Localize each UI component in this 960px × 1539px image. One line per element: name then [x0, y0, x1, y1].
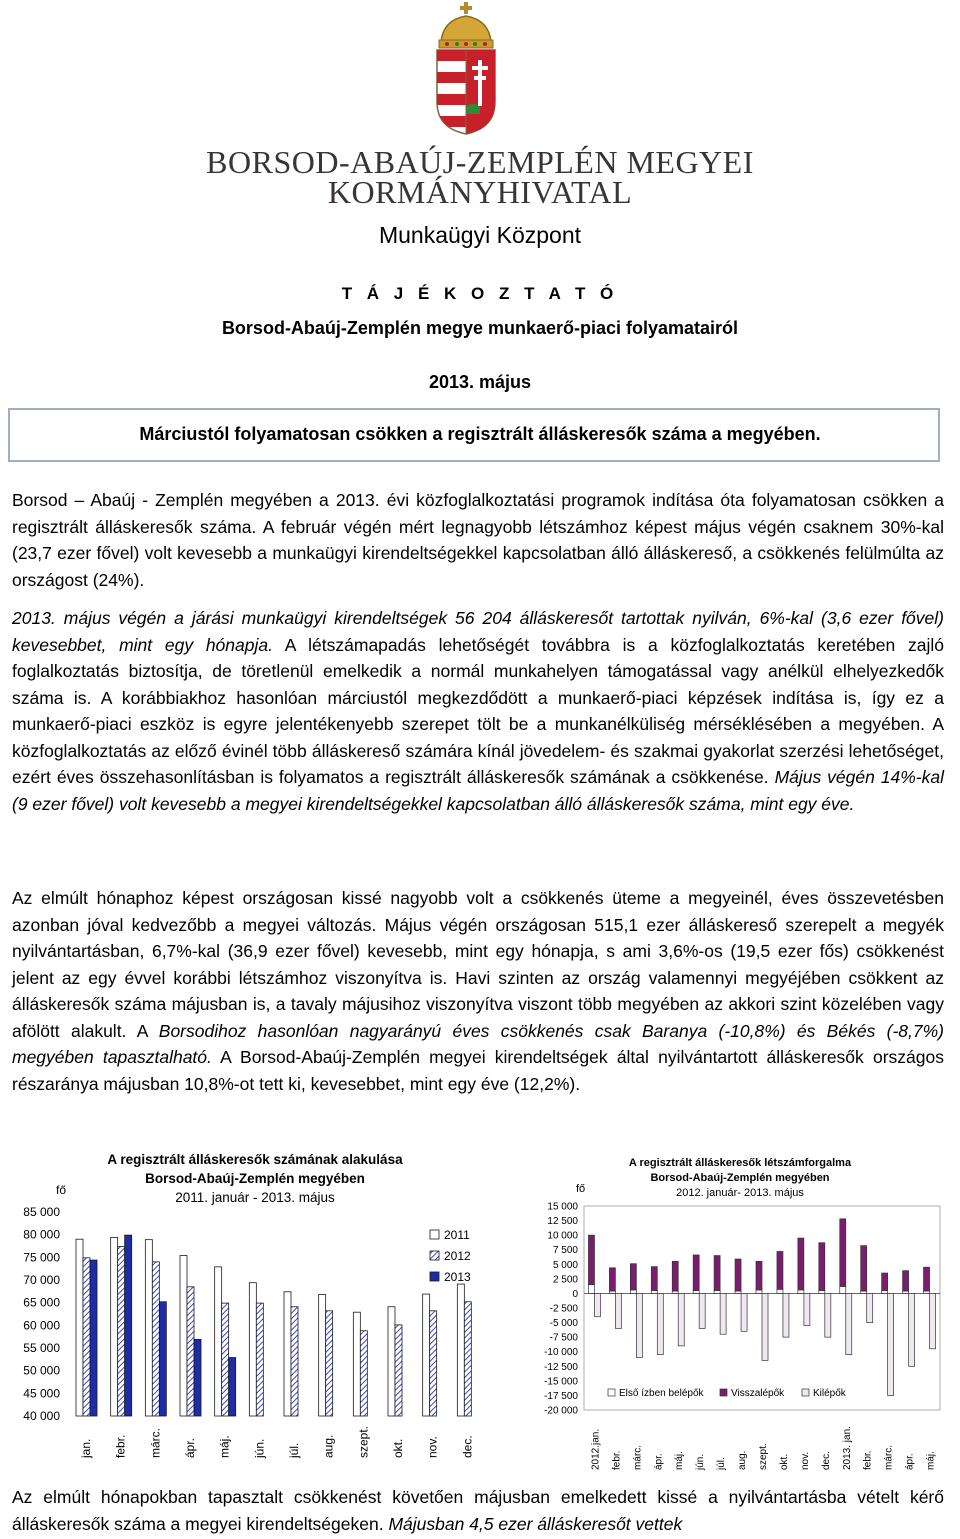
bar-2013-jan. — [90, 1260, 97, 1416]
bar-visszalepok-máj. — [672, 1261, 678, 1291]
bar-2012-máj. — [222, 1303, 229, 1416]
document-date: 2013. május — [428, 372, 532, 392]
legend-swatch-2012 — [430, 1251, 439, 1260]
bar-kilepok-ápr. — [909, 1293, 915, 1366]
document-type: T Á J É K O Z T A T Ó — [341, 284, 619, 303]
bar-kilepok-2012.jan. — [594, 1293, 600, 1316]
bar-kilepok-nov. — [804, 1293, 810, 1325]
y-tick-label: 50 000 — [23, 1363, 60, 1378]
x-tick-label: júl. — [716, 1457, 728, 1470]
chart2-subtitle: Borsod-Abaúj-Zemplén megyében — [650, 1172, 830, 1184]
bar-kilepok-máj. — [930, 1293, 936, 1348]
bar-2012-dec. — [464, 1302, 471, 1416]
chart1-title: A regisztrált álláskeresők számának alakulása — [107, 1152, 403, 1167]
y-tick-label: 60 000 — [23, 1318, 60, 1333]
headline: Márciustól folyamatosan csökken a regisztrált álláskeresők száma a megyében. — [139, 424, 821, 444]
bar-2012-nov. — [430, 1311, 437, 1416]
paragraph-3-text: Az elmúlt hónaphoz képest országosan kissé nagyobb volt a csökkenés üteme a megyeinél, éves összevetésben azonban jóval kedvezőbb a megyei változás. Május végén országosan 515,1 ezer álláskereső szerepelt a megyék nyilvántartásban, 6,7%-kal (36,9 ezer fővel) kevesebb, mint egy hónapja, s ami 3,6%-os (19,5 ezer fős) csökkenést jelent az egy évvel korábbi létszámhoz viszonyítva is. Havi szinten az ország valamennyi megyéjében csökkent az álláskeresők száma májusban is, a tavaly májusihoz viszonyítva viszont több megyében az akkori szint közelében vagy afölött alakult. A — [12, 888, 944, 1041]
paragraph-1: Borsod – Abaúj - Zemplén megyében a 2013. évi közfoglalkoztatási programok indítása óta folyamatosan csökken a regisztrált álláskeresők száma. A február végén mért legnagyobb létszámhoz képest május végén csaknem 30%-kal (23,7 ezer fővel) volt kevesebb a munkaügyi kirendeltségekkel kapcsolatban álló álláskereső, a csökkenés felülmúlta az országost (24%). — [12, 490, 944, 590]
bar-kilepok-márc. — [888, 1293, 894, 1395]
bar-2011-szept. — [353, 1312, 360, 1416]
x-tick-label: márc. — [632, 1445, 644, 1470]
bar-2012-jún. — [256, 1303, 263, 1416]
bar-visszalepok-okt. — [777, 1251, 783, 1289]
bar-visszalepok-máj. — [924, 1267, 930, 1291]
x-tick-label: dec. — [460, 1435, 475, 1458]
bar-2012-ápr. — [187, 1287, 194, 1416]
y-tick-label: 15 000 — [547, 1201, 578, 1213]
x-tick-label: ápr. — [183, 1437, 197, 1458]
x-tick-label: máj. — [217, 1435, 232, 1458]
chart2-title: A regisztrált álláskeresők létszámforgalma — [628, 1157, 852, 1169]
x-tick-label: ápr. — [653, 1453, 665, 1470]
bar-kilepok-máj. — [678, 1293, 684, 1345]
x-tick-label: júl. — [287, 1442, 301, 1458]
legend-label-2013: 2013 — [444, 1270, 471, 1284]
hungarian-coat-of-arms-logo — [433, 2, 499, 136]
y-tick-label: -12 500 — [544, 1361, 578, 1373]
bar-2011-márc. — [145, 1240, 152, 1416]
y-tick-label: -17 500 — [544, 1390, 578, 1402]
x-tick-label: márc. — [883, 1445, 895, 1470]
paragraph-4-text: Az elmúlt hónapokban tapasztalt csökkenést követően májusban emelkedett kissé a nyilvántartásba vételt kérő álláskeresők száma a megyei kirendeltségeken. — [12, 1487, 944, 1534]
bar-belepok-2013. jan. — [840, 1286, 846, 1293]
legend-label-2012: 2012 — [444, 1249, 471, 1263]
x-tick-label: jan. — [79, 1438, 93, 1458]
paragraph-4-italic: Májusban 4,5 ezer álláskeresőt vettek — [388, 1513, 683, 1534]
bar-kilepok-júl. — [720, 1293, 726, 1334]
bar-kilepok-dec. — [825, 1293, 831, 1337]
bar-belepok-szept. — [756, 1290, 762, 1293]
bar-visszalepok-ápr. — [651, 1267, 657, 1291]
bar-2012-okt. — [395, 1325, 402, 1416]
document-subject: Borsod-Abaúj-Zemplén megye munkaerő-piaci folyamatairól — [221, 318, 739, 338]
department-name: Munkaügyi Központ — [378, 222, 581, 248]
bar-2011-júl. — [284, 1292, 291, 1416]
bar-visszalepok-júl. — [714, 1256, 720, 1291]
paragraph-3-text-end: A Borsod-Abaúj-Zemplén megyei kirendeltségek által nyilvántartott álláskeresők országos részaránya májusban 10,8%-ot tett ki, kevesebbet, mint egy éve (12,2%). — [12, 1047, 944, 1094]
x-tick-label: okt. — [778, 1453, 790, 1470]
legend-label-Kilépők: Kilépők — [813, 1388, 846, 1399]
bar-2012-márc. — [152, 1262, 159, 1416]
x-tick-label: okt. — [391, 1438, 405, 1458]
x-tick-label: febr. — [113, 1434, 128, 1458]
bar-kilepok-febr. — [867, 1293, 873, 1322]
legend-swatch-Visszalépők — [720, 1389, 727, 1396]
y-tick-label: -7 500 — [549, 1332, 578, 1344]
y-tick-label: 0 — [572, 1288, 578, 1300]
paragraph-2-italic: 2013. május végén a járási munkaügyi kirendeltségek 56 204 álláskeresőt tartottak nyilván, 6%-kal (3,6 ezer fővel) kevesebbet, mint egy hónapja. — [12, 608, 944, 655]
bar-2011-nov. — [423, 1294, 430, 1416]
bar-kilepok-jún. — [699, 1293, 705, 1328]
bar-visszalepok-szept. — [756, 1261, 762, 1290]
chart1-period: 2011. január - 2013. május — [175, 1190, 335, 1205]
bar-kilepok-ápr. — [657, 1293, 663, 1354]
holy-crown-icon — [439, 2, 493, 48]
bar-visszalepok-márc. — [882, 1273, 888, 1290]
x-tick-label: dec. — [820, 1451, 832, 1470]
paragraph-4 — [12, 1484, 944, 1537]
legend-label-2011: 2011 — [444, 1228, 470, 1242]
x-tick-label: máj. — [925, 1451, 937, 1470]
y-tick-label: 55 000 — [23, 1341, 60, 1355]
y-tick-label: -10 000 — [544, 1347, 578, 1359]
paragraph-2 — [12, 605, 944, 817]
bar-visszalepok-febr. — [861, 1246, 867, 1291]
y-tick-label: -20 000 — [544, 1405, 578, 1417]
bar-kilepok-márc. — [636, 1293, 642, 1357]
bar-belepok-júl. — [714, 1291, 720, 1294]
bar-2013-febr. — [125, 1235, 132, 1416]
paragraph-2-italic-end: Május végén 14%-kal (9 ezer fővel) volt kevesebb a megyei kirendeltségekkel kapcsolatban álló álláskeresők száma, mint egy éve. — [12, 767, 945, 814]
y-tick-label: -15 000 — [544, 1376, 578, 1388]
bar-2013-márc. — [159, 1302, 166, 1416]
bar-2012-febr. — [118, 1246, 125, 1416]
x-tick-label: márc. — [148, 1428, 163, 1458]
y-tick-label: 40 000 — [23, 1409, 60, 1423]
y-tick-label: 65 000 — [23, 1295, 60, 1310]
chart1-ylabel: fő — [56, 1183, 67, 1197]
bar-2012-aug. — [326, 1311, 333, 1416]
bar-belepok-márc. — [882, 1291, 888, 1294]
bar-belepok-okt. — [777, 1289, 783, 1293]
bar-2012-szept. — [360, 1331, 367, 1416]
bar-kilepok-okt. — [783, 1293, 789, 1337]
x-tick-label: szept. — [356, 1425, 371, 1458]
y-tick-label: -5 000 — [549, 1318, 578, 1330]
legend-swatch-Kilépők — [802, 1389, 809, 1396]
x-tick-label: aug. — [321, 1434, 336, 1458]
x-tick-label: jún. — [252, 1438, 267, 1458]
organization-name-line2: KORMÁNYHIVATAL — [327, 174, 633, 210]
shield-icon — [437, 50, 495, 134]
bar-2013-máj. — [229, 1358, 236, 1416]
x-tick-label: szept. — [758, 1443, 769, 1470]
x-tick-label: ápr. — [904, 1453, 916, 1470]
bar-belepok-dec. — [819, 1291, 825, 1294]
legend-label-Első ízben belépők: Első ízben belépők — [619, 1388, 704, 1399]
legend-swatch-Első ízben belépők — [608, 1389, 615, 1396]
bar-belepok-nov. — [798, 1290, 804, 1293]
bar-visszalepok-aug. — [735, 1259, 741, 1291]
y-tick-label: 2 500 — [552, 1274, 578, 1286]
bar-visszalepok-nov. — [798, 1238, 804, 1290]
organization-name: BORSOD-ABAÚJ-ZEMPLÉN MEGYEI — [206, 144, 754, 180]
bar-kilepok-febr. — [615, 1293, 621, 1328]
legend-swatch-2013 — [430, 1272, 439, 1281]
bar-2012-júl. — [291, 1307, 298, 1416]
bar-belepok-ápr. — [651, 1291, 657, 1294]
chart2-ylabel: fő — [576, 1183, 586, 1195]
paragraph-2-text: A létszámapadás lehetőségét továbbra is a közfoglalkoztatás keretében zajló foglalkoztatás biztosítja, de töretlenül emelkedik a normál munkahelyen támogatással vagy anélkül elhelyezkedők száma is. A korábbiakhoz hasonlóan márciustól megkezdődött a munkaerő-piaci képzések indítása is, így ez a munkaerő-piaci eszköz is egyre jelentékenyebb szerepet tölt be a munkanélküliség mérséklésében a megyében. A közfoglalkoztatás az előző évinél több álláskereső számára kínál jövedelem- és szakmai gyakorlat szerzési lehetőséget, ezért éves összehasonlításban is folyamatos a regisztrált álláskeresők számának a csökkenése. — [12, 634, 944, 787]
jobseekers-trend-chart — [0, 1140, 500, 1480]
bar-2011-máj. — [215, 1267, 222, 1416]
x-tick-label: nov. — [425, 1436, 440, 1458]
bar-2011-aug. — [319, 1295, 326, 1416]
bar-2012-jan. — [83, 1258, 90, 1416]
y-tick-label: 5 000 — [552, 1259, 578, 1271]
y-tick-label: 12 500 — [547, 1216, 578, 1228]
bar-visszalepok-márc. — [630, 1264, 636, 1290]
bar-kilepok-2013. jan. — [846, 1293, 852, 1354]
x-tick-label: nov. — [799, 1451, 811, 1470]
bar-kilepok-szept. — [762, 1293, 768, 1360]
bar-2011-ápr. — [180, 1256, 187, 1416]
jobseekers-flow-chart — [520, 1140, 960, 1480]
y-tick-label: 10 000 — [547, 1230, 578, 1242]
x-tick-label: 2012.jan. — [590, 1428, 602, 1470]
bar-belepok-jún. — [693, 1291, 699, 1294]
y-tick-label: 80 000 — [23, 1227, 60, 1242]
bar-visszalepok-jún. — [693, 1255, 699, 1291]
bar-visszalepok-ápr. — [903, 1271, 909, 1291]
y-tick-label: -2 500 — [549, 1303, 578, 1315]
bar-belepok-2012.jan. — [588, 1285, 594, 1294]
bar-visszalepok-dec. — [819, 1243, 825, 1291]
bar-2011-dec. — [457, 1284, 464, 1416]
y-tick-label: 75 000 — [23, 1250, 60, 1265]
bar-visszalepok-febr. — [609, 1268, 615, 1291]
paragraph-3 — [12, 885, 944, 1097]
x-tick-label: febr. — [862, 1450, 874, 1470]
bar-2013-ápr. — [194, 1339, 201, 1416]
bar-visszalepok-2013. jan. — [840, 1219, 846, 1287]
bar-2011-okt. — [388, 1307, 395, 1416]
bar-2011-jún. — [249, 1283, 256, 1416]
y-tick-label: 7 500 — [552, 1245, 578, 1257]
legend-swatch-2011 — [430, 1230, 439, 1239]
x-tick-label: jún. — [695, 1453, 707, 1470]
bar-2011-febr. — [111, 1237, 118, 1416]
x-tick-label: máj. — [674, 1451, 686, 1470]
y-tick-label: 70 000 — [23, 1273, 60, 1287]
chart1-subtitle: Borsod-Abaúj-Zemplén megyében — [145, 1171, 365, 1186]
bar-2011-jan. — [76, 1239, 83, 1416]
x-tick-label: aug. — [737, 1450, 749, 1470]
bar-visszalepok-2012.jan. — [588, 1235, 594, 1285]
x-tick-label: febr. — [611, 1450, 623, 1470]
y-tick-label: 45 000 — [23, 1386, 60, 1401]
chart2-period: 2012. január- 2013. május — [676, 1187, 804, 1199]
x-tick-label: 2013. jan. — [841, 1426, 853, 1470]
paragraph-3-italic: Borsodihoz hasonlóan nagyarányú éves csökkenés csak Baranya (-10,8%) és Békés (-8,7%) megyében tapasztalható. — [12, 1020, 944, 1067]
bar-belepok-márc. — [630, 1290, 636, 1293]
bar-kilepok-aug. — [741, 1293, 747, 1331]
y-tick-label: 85 000 — [23, 1205, 60, 1219]
legend-label-Visszalépők: Visszalépők — [731, 1388, 785, 1399]
